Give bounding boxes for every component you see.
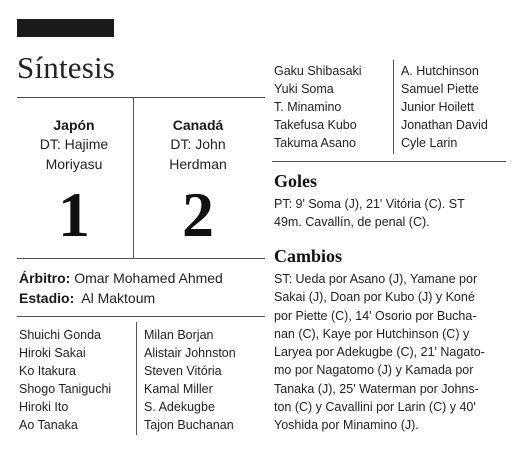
stadium-name: Al Maktoum xyxy=(81,290,156,306)
referee-label: Árbitro: xyxy=(19,270,71,286)
score-japan: 1 xyxy=(58,179,90,250)
cambios-heading: Cambios xyxy=(274,246,343,266)
lineup-canada-2 xyxy=(401,62,488,152)
text-line: Yoshida por Minamino (J). xyxy=(274,418,419,433)
player-name: Takefusa Kubo xyxy=(274,118,357,132)
goles-text xyxy=(274,195,510,232)
referee-name: Omar Mohamed Ahmed xyxy=(74,270,223,286)
text-line: Sakai (J), Doan por Kubo (J) y Koné xyxy=(274,290,475,305)
team-name: Japón xyxy=(53,117,95,133)
lineup-japan-1 xyxy=(19,326,111,434)
page-title: Síntesis xyxy=(17,50,116,85)
divider xyxy=(393,60,394,154)
player-name: Ko Itakura xyxy=(19,364,76,378)
player-name: Shuichi Gonda xyxy=(19,328,102,342)
player-name: Takuma Asano xyxy=(274,136,356,150)
text-line: ton (C) y Cavallini por Larin (C) y 40' xyxy=(274,400,476,415)
divider xyxy=(133,97,134,259)
player-name: Hiroki Sakai xyxy=(19,346,86,360)
text-line: ST: Ueda por Asano (J), Yamane por xyxy=(274,272,478,286)
text-line: Tanaka (J), 25' Waterman por Johns- xyxy=(274,381,479,396)
player-name: A. Hutchinson xyxy=(401,64,479,78)
coach-line: Moriyasu xyxy=(45,156,103,172)
stadium-line xyxy=(19,288,223,308)
text-line: mo por Nagatomo (J) y Kamada por xyxy=(274,363,474,378)
player-name: Jonathan David xyxy=(401,118,488,132)
lineup-canada-1 xyxy=(144,326,236,434)
text-line: nan (C), Kaye por Hutchinson (C) y xyxy=(274,326,470,341)
coach-line: Herdman xyxy=(169,156,227,172)
player-name: Tajon Buchanan xyxy=(144,418,234,432)
coach-line: DT: Hajime xyxy=(39,136,109,152)
goles-heading: Goles xyxy=(274,171,317,191)
player-name: S. Adekugbe xyxy=(144,400,215,414)
text-line: Laryea por Adekugbe (C), 21' Nagato- xyxy=(274,345,485,360)
divider xyxy=(272,161,506,162)
team-japan xyxy=(18,116,130,174)
player-name: Steven Vitória xyxy=(144,364,222,378)
divider xyxy=(17,258,265,259)
section-marker-bar xyxy=(17,19,114,37)
player-name: Milan Borjan xyxy=(144,328,214,342)
player-name: Yuki Soma xyxy=(274,82,334,96)
player-name: Gaku Shibasaki xyxy=(274,64,362,78)
player-name: Shogo Taniguchi xyxy=(19,382,112,396)
player-name: T. Minamino xyxy=(274,100,342,114)
lineup-japan-2 xyxy=(274,62,362,152)
referee-line xyxy=(19,268,223,288)
divider xyxy=(17,316,265,317)
stadium-label: Estadio: xyxy=(19,290,75,306)
cambios-text xyxy=(274,270,510,435)
coach-line: DT: John xyxy=(170,136,226,152)
text-line: 49m. Cavallín, de penal (C). xyxy=(274,215,430,230)
player-name: Hiroki Ito xyxy=(19,400,69,414)
team-canada xyxy=(142,116,254,174)
score-canada: 2 xyxy=(182,179,214,250)
officials-block xyxy=(19,268,223,308)
player-name: Cyle Larin xyxy=(401,136,458,150)
player-name: Ao Tanaka xyxy=(19,418,78,432)
player-name: Kamal Miller xyxy=(144,382,213,396)
player-name: Junior Hoilett xyxy=(401,100,474,114)
player-name: Alistair Johnston xyxy=(144,346,236,360)
team-name: Canadá xyxy=(172,117,224,133)
text-line: por Piette (C), 14' Osorio por Bucha- xyxy=(274,308,477,323)
player-name: Samuel Piette xyxy=(401,82,479,96)
divider xyxy=(136,322,137,435)
text-line: PT: 9' Soma (J), 21' Vitória (C). ST xyxy=(274,197,465,211)
divider xyxy=(17,97,265,98)
